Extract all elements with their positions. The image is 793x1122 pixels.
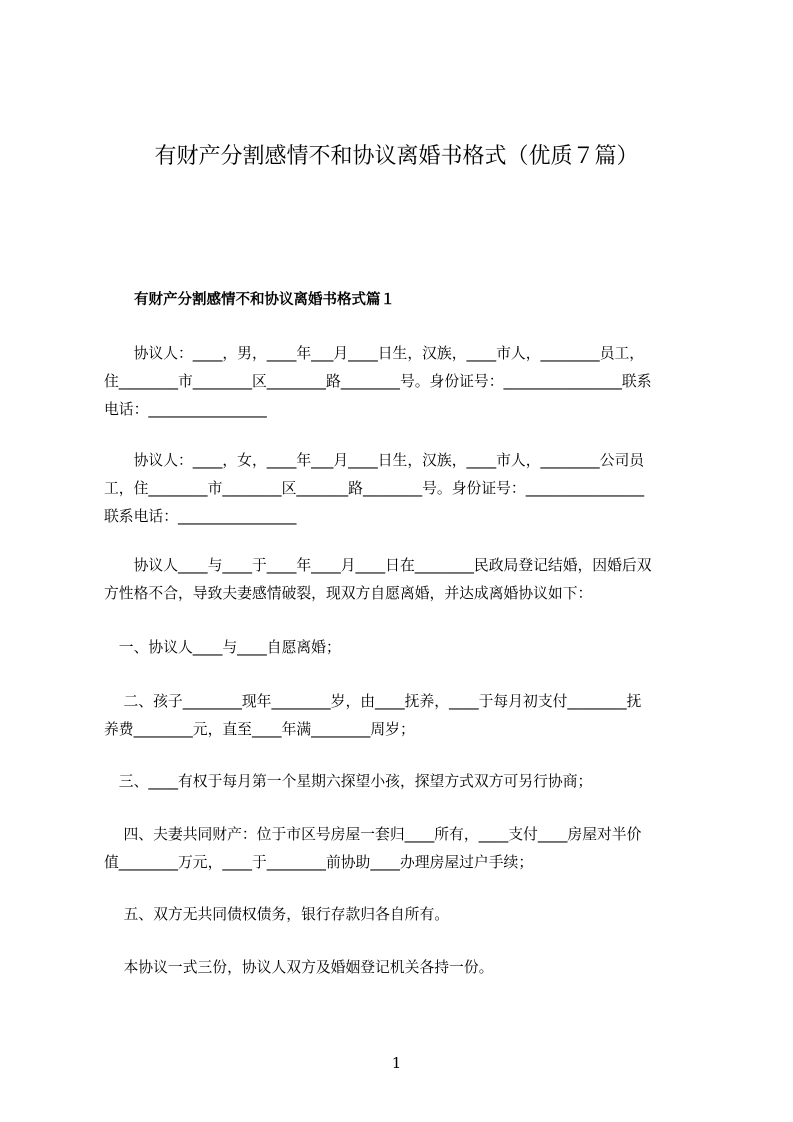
paragraph-line: 三、____有权于每月第一个星期六探望小孩，探望方式双方可另行协商； [104, 773, 593, 790]
clause-5 [104, 901, 700, 929]
paragraph-line: 本协议一式三份，协议人双方及婚姻登记机关各持一份。 [104, 959, 494, 976]
document-title: 有财产分割感情不和协议离婚书格式（优质７篇） [154, 144, 639, 169]
paragraph-line: 方性格不合，导致夫妻感情破裂，现双方自愿离婚，并达成离婚协议如下： [104, 585, 593, 602]
paragraph-line: 协议人____与____于____年____月____日在________民政局登记结婚，因婚后双 [104, 557, 652, 574]
closing-paragraph [104, 954, 700, 982]
paragraph-line: 住________市________区________路________号。身份证号：________________联系 [104, 373, 652, 390]
paragraph-marriage-registration [104, 552, 700, 608]
clause-2 [104, 688, 700, 744]
paragraph-line: 电话：________________ [104, 401, 267, 418]
paragraph-line: 工，住________市________区_______路________号。身份证号：________________ [104, 480, 645, 497]
clause-1 [104, 634, 700, 662]
paragraph-line: 联系电话：________________ [104, 508, 297, 525]
paragraph-line: 二、孩子________现年________岁，由____抚养，____于每月初支付________抚 [104, 693, 642, 710]
paragraph-line: 值________万元，____于________前协助____办理房屋过户手续； [104, 854, 534, 871]
paragraph-line: 一、协议人____与____自愿离婚； [104, 639, 341, 656]
paragraph-line: 协议人：____，女，____年___月____日生，汉族，____市人，________公司员 [104, 452, 645, 469]
paragraph-party-female [104, 447, 700, 531]
page-number: 1 [391, 1054, 402, 1072]
paragraph-line: 协议人：____，男，____年___月____日生，汉族，____市人，________员工， [104, 345, 645, 362]
paragraph-line: 四、夫妻共同财产：位于市区号房屋一套归____所有，____支付____房屋对半价 [104, 826, 642, 843]
clause-3 [104, 768, 700, 796]
paragraph-line: 养费________元，直至____年满________周岁； [104, 721, 415, 738]
paragraph-party-male [104, 340, 700, 424]
section-title: 有财产分割感情不和协议离婚书格式篇１ [134, 292, 395, 308]
clause-4 [104, 821, 700, 877]
paragraph-line: 五、双方无共同债权债务，银行存款归各自所有。 [104, 906, 450, 923]
